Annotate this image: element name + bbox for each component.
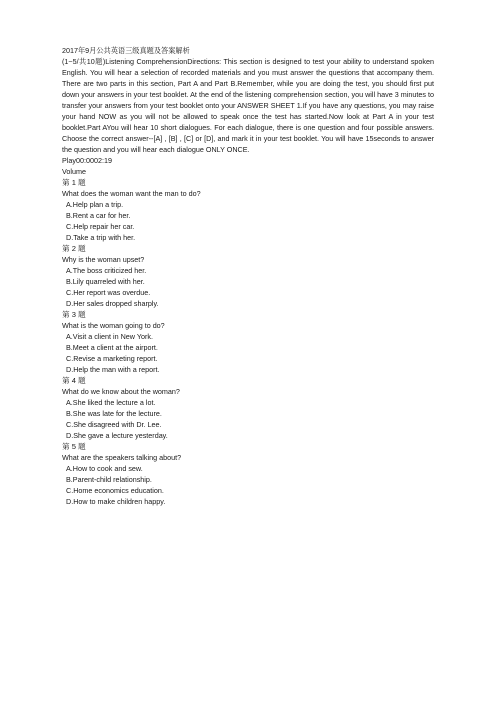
answer-option-b[interactable]: B.Parent-child relationship. [66, 475, 152, 484]
answer-option-d[interactable]: D.How to make children happy. [66, 497, 166, 506]
answer-option-d[interactable]: D.Take a trip with her. [66, 233, 136, 242]
answer-options [62, 265, 434, 309]
answer-option-c[interactable]: C.She disagreed with Dr. Lee. [66, 420, 162, 429]
question-text: Why is the woman upset? [62, 255, 145, 264]
answer-option-c[interactable]: C.Her report was overdue. [66, 288, 151, 297]
audio-play-control[interactable]: Play00:0002:19 [62, 156, 112, 165]
document-title: 2017年9月公共英语三级真题及答案解析 [62, 46, 190, 55]
answer-option-c[interactable]: C.Home economics education. [66, 486, 164, 495]
question-block-4 [62, 375, 434, 441]
question-label: 第 2 题 [62, 244, 86, 253]
audio-volume-control[interactable]: Volume [62, 167, 86, 176]
answer-option-a[interactable]: A.Visit a client in New York. [66, 332, 153, 341]
answer-options [62, 397, 434, 441]
answer-option-b[interactable]: B.She was late for the lecture. [66, 409, 162, 418]
answer-option-a[interactable]: A.She liked the lecture a lot. [66, 398, 156, 407]
answer-options [62, 331, 434, 375]
answer-option-a[interactable]: A.How to cook and sew. [66, 464, 143, 473]
question-text: What are the speakers talking about? [62, 453, 182, 462]
answer-options [62, 463, 434, 507]
question-label: 第 5 题 [62, 442, 86, 451]
question-label: 第 1 题 [62, 178, 86, 187]
answer-option-a[interactable]: A.The boss criticized her. [66, 266, 147, 275]
question-label: 第 4 题 [62, 376, 86, 385]
question-text: What is the woman going to do? [62, 321, 165, 330]
answer-options [62, 199, 434, 243]
answer-option-b[interactable]: B.Lily quarreled with her. [66, 277, 145, 286]
question-text: What do we know about the woman? [62, 387, 180, 396]
question-text: What does the woman want the man to do? [62, 189, 201, 198]
answer-option-b[interactable]: B.Rent a car for her. [66, 211, 131, 220]
answer-option-a[interactable]: A.Help plan a trip. [66, 200, 124, 209]
question-block-1 [62, 177, 434, 243]
answer-option-c[interactable]: C.Help repair her car. [66, 222, 135, 231]
answer-option-d[interactable]: D.Help the man with a report. [66, 365, 160, 374]
document-page [62, 45, 434, 507]
answer-option-d[interactable]: D.She gave a lecture yesterday. [66, 431, 168, 440]
question-block-2 [62, 243, 434, 309]
question-block-3 [62, 309, 434, 375]
question-label: 第 3 题 [62, 310, 86, 319]
question-block-5 [62, 441, 434, 507]
answer-option-c[interactable]: C.Revise a marketing report. [66, 354, 158, 363]
answer-option-b[interactable]: B.Meet a client at the airport. [66, 343, 158, 352]
answer-option-d[interactable]: D.Her sales dropped sharply. [66, 299, 159, 308]
listening-directions: (1~5/共10题)Listening ComprehensionDirections: This section is designed to test your ability to understand spoken English. You will hear a selection of recorded materials and you must answer the questions that accompany them. There are two parts in this section, Part A and Part B.Remember, while you are doing the test, you should first put down your answers in your test booklet. At the end of the listening comprehension section, you will have 3 minutes to transfer your answers from your test booklet onto your ANSWER SHEET 1.If you have any questions, you may raise your hand NOW as you will not be allowed to speak once the test has started.Now look at Part A in your test booklet.Part AYou will hear 10 short dialogues. For each dialogue, there is one question and four possible answers. Choose the correct answer--[A] , [B] , [C] or [D], and mark it in your test booklet. You will have 15seconds to answer the question and you will hear each dialogue ONLY ONCE. [62, 57, 434, 154]
